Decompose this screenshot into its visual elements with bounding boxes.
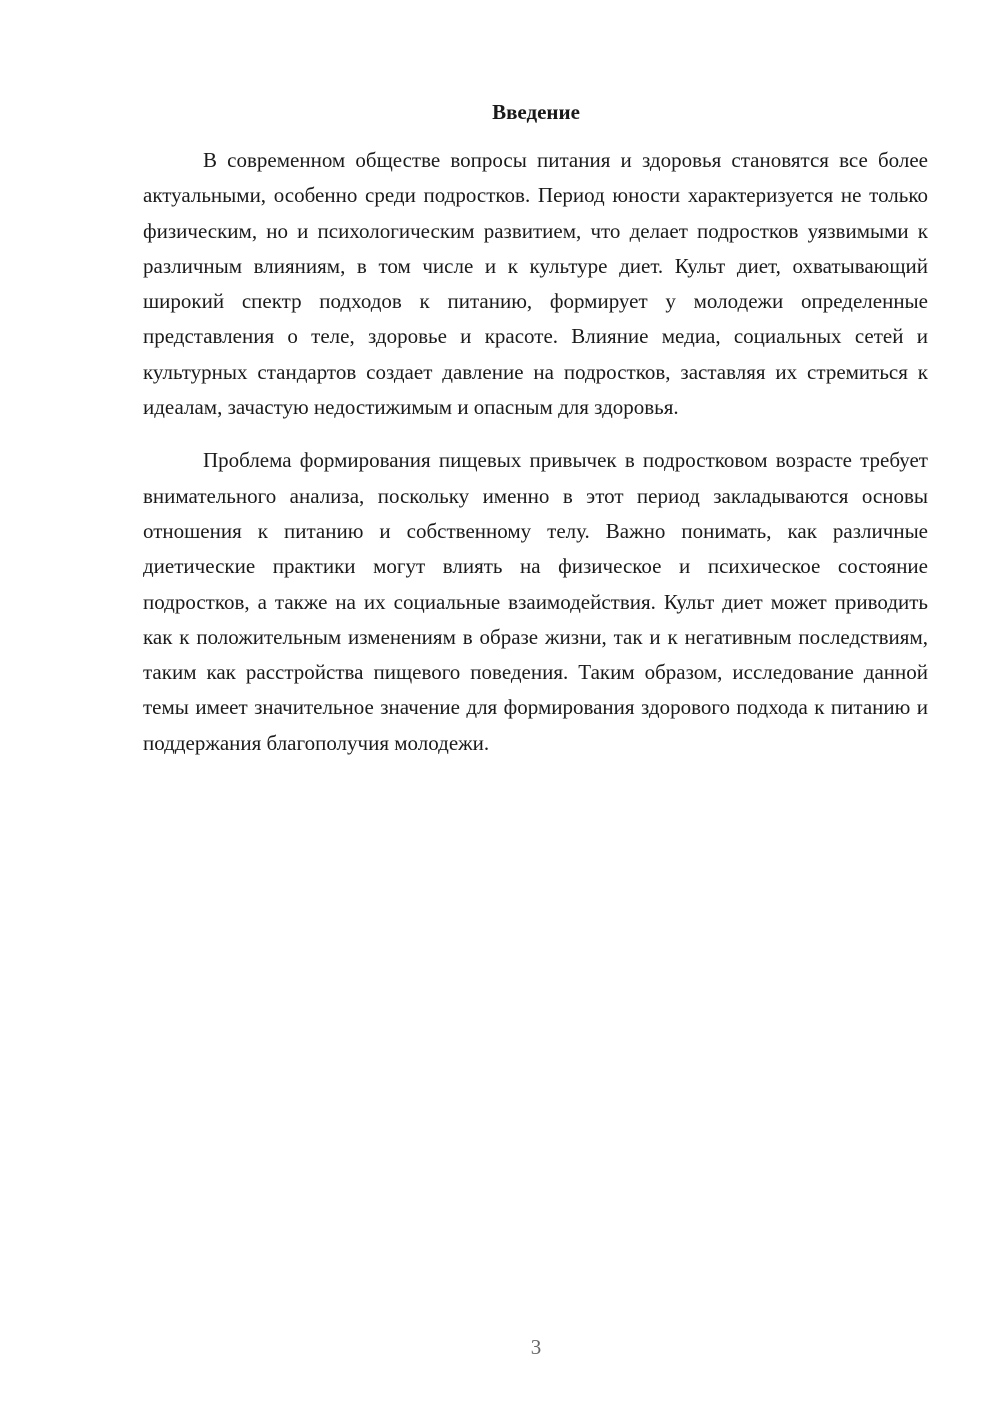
section-title: Введение <box>492 100 580 124</box>
page-number: 3 <box>530 1335 542 1359</box>
paragraph-1: В современном обществе вопросы питания и здоровья становятся все более актуальными, особенно среди подростков. Период юности характеризуется не только физическим, но и психологическим развитием, что делает подростков уязвимыми к различным влияниям, в том числе и к культуре диет. Культ диет, охватывающий широкий спектр подходов к питанию, формирует у молодежи определенные представления о теле, здоровье и красоте. Влияние медиа, социальных сетей и культурных стандартов создает давление на подростков, заставляя их стремиться к идеалам, зачастую недостижимым и опасным для здоровья. <box>143 148 928 420</box>
body-text <box>143 143 928 779</box>
paragraph-2: Проблема формирования пищевых привычек в подростковом возрасте требует внимательного анализа, поскольку именно в этот период закладываются основы отношения к питанию и собственному телу. Важно понимать, как различные диетические практики могут влиять на физическое и психическое состояние подростков, а также на их социальные взаимодействия. Культ диет может приводить как к положительным изменениям в образе жизни, так и к негативным последствиям, таким как расстройства пищевого поведения. Таким образом, исследование данной темы имеет значительное значение для формирования здорового подхода к питанию и поддержания благополучия молодежи. <box>143 448 928 755</box>
